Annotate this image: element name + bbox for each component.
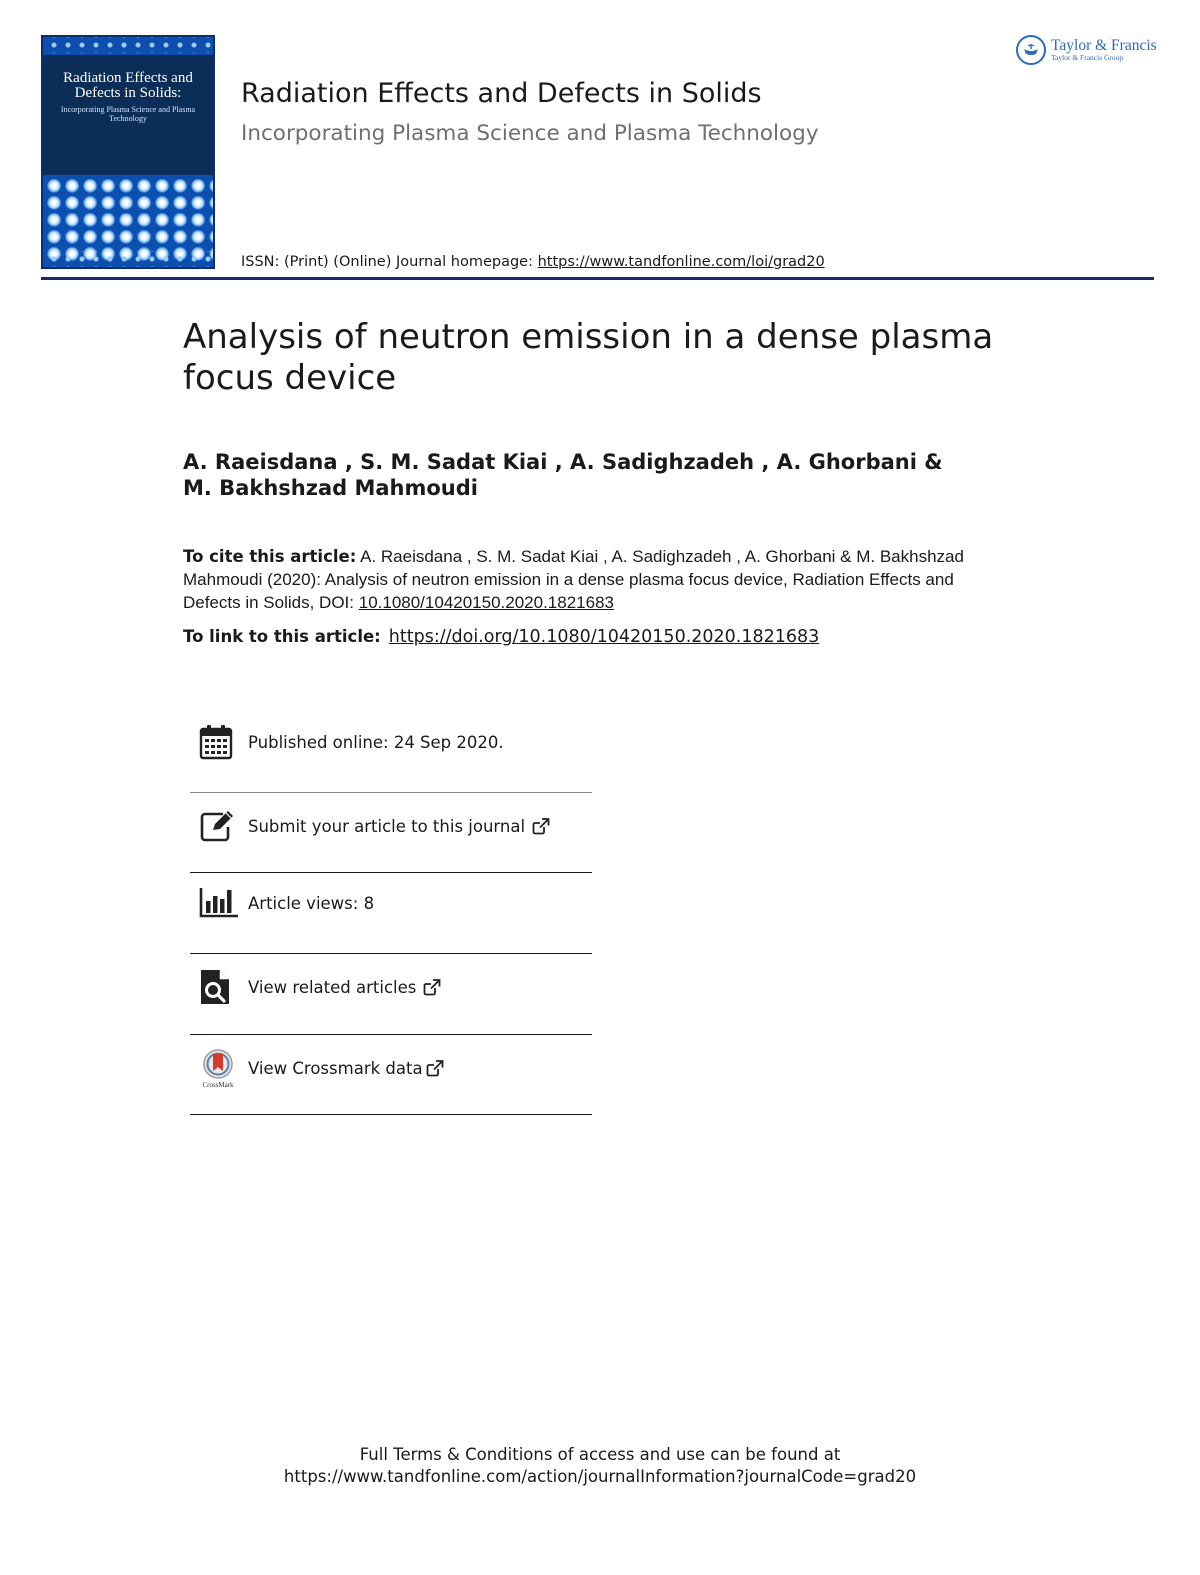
submit-link-text[interactable]: Submit your article to this journal [248,816,526,836]
svg-text:CrossMark: CrossMark [202,1081,234,1088]
views-row [190,863,592,943]
publisher-logo[interactable] [1016,35,1157,65]
header-rule [41,277,1154,280]
related-row[interactable] [190,947,592,1027]
terms-url[interactable]: https://www.tandfonline.com/action/journalInformation?journalCode=grad20 [283,1467,917,1486]
journal-title: Radiation Effects and Defects in Solids [241,78,762,109]
issn-text: ISSN: (Print) (Online) Journal homepage: [241,254,538,270]
edit-icon [190,810,248,842]
related-articles-link[interactable]: View related articles [248,977,417,997]
bar-chart-icon [190,887,248,919]
external-link-icon [426,1060,444,1077]
journal-homepage-link[interactable]: https://www.tandfonline.com/loi/grad20 [537,254,825,270]
terms-line: Full Terms & Conditions of access and use can be found at [359,1445,841,1464]
publisher-logo-text [1051,38,1157,62]
journal-subtitle: Incorporating Plasma Science and Plasma Technology [241,121,819,146]
link-label: To link to this article: [183,627,381,646]
article-link-line [183,627,819,647]
cover-title-box [43,55,213,175]
crossmark-row[interactable] [190,1028,592,1108]
crossmark-icon [190,1048,248,1088]
publisher-logo-icon [1016,35,1046,65]
terms-footer [0,1444,1200,1488]
journal-cover-image [41,35,215,269]
meta-divider [190,1114,592,1115]
submit-row[interactable] [190,786,592,866]
crossmark-link[interactable]: View Crossmark data [248,1058,423,1078]
published-text: Published online: 24 Sep 2020. [248,732,504,752]
publisher-group: Taylor & Francis Group [1051,53,1124,62]
published-row [190,702,592,782]
cover-dot-band [43,37,213,53]
issn-line [241,254,825,270]
cover-title: Radiation Effects and Defects in Solids: [63,70,193,101]
cite-doi-link[interactable]: 10.1080/10420150.2020.1821683 [358,593,614,612]
external-link-icon [423,979,441,996]
calendar-icon [190,724,248,760]
article-authors: A. Raeisdana , S. M. Sadat Kiai , A. Sadighzadeh , A. Ghorbani & M. Bakhshzad Mahmoudi [183,450,943,500]
external-link-icon [532,818,550,835]
article-title: Analysis of neutron emission in a dense plasma focus device [183,317,994,398]
cover-dot-band [43,251,213,267]
cover-subtitle: Incorporating Plasma Science and Plasma Technology [60,105,196,123]
cite-label: To cite this article: [183,547,357,566]
views-text: Article views: 8 [248,893,375,913]
citation-block [183,545,983,614]
publisher-name: Taylor & Francis [1051,37,1157,54]
document-search-icon [190,969,248,1005]
doi-link[interactable]: https://doi.org/10.1080/10420150.2020.1821683 [388,627,820,647]
cite-text: A. Raeisdana , S. M. Sadat Kiai , A. Sadighzadeh , A. Ghorbani & M. Bakhshzad Mahmoudi (2020): Analysis of neutron emission in a dense plasma focus device, Radiation Effects and Defects in Solids, DOI: [183,547,964,612]
